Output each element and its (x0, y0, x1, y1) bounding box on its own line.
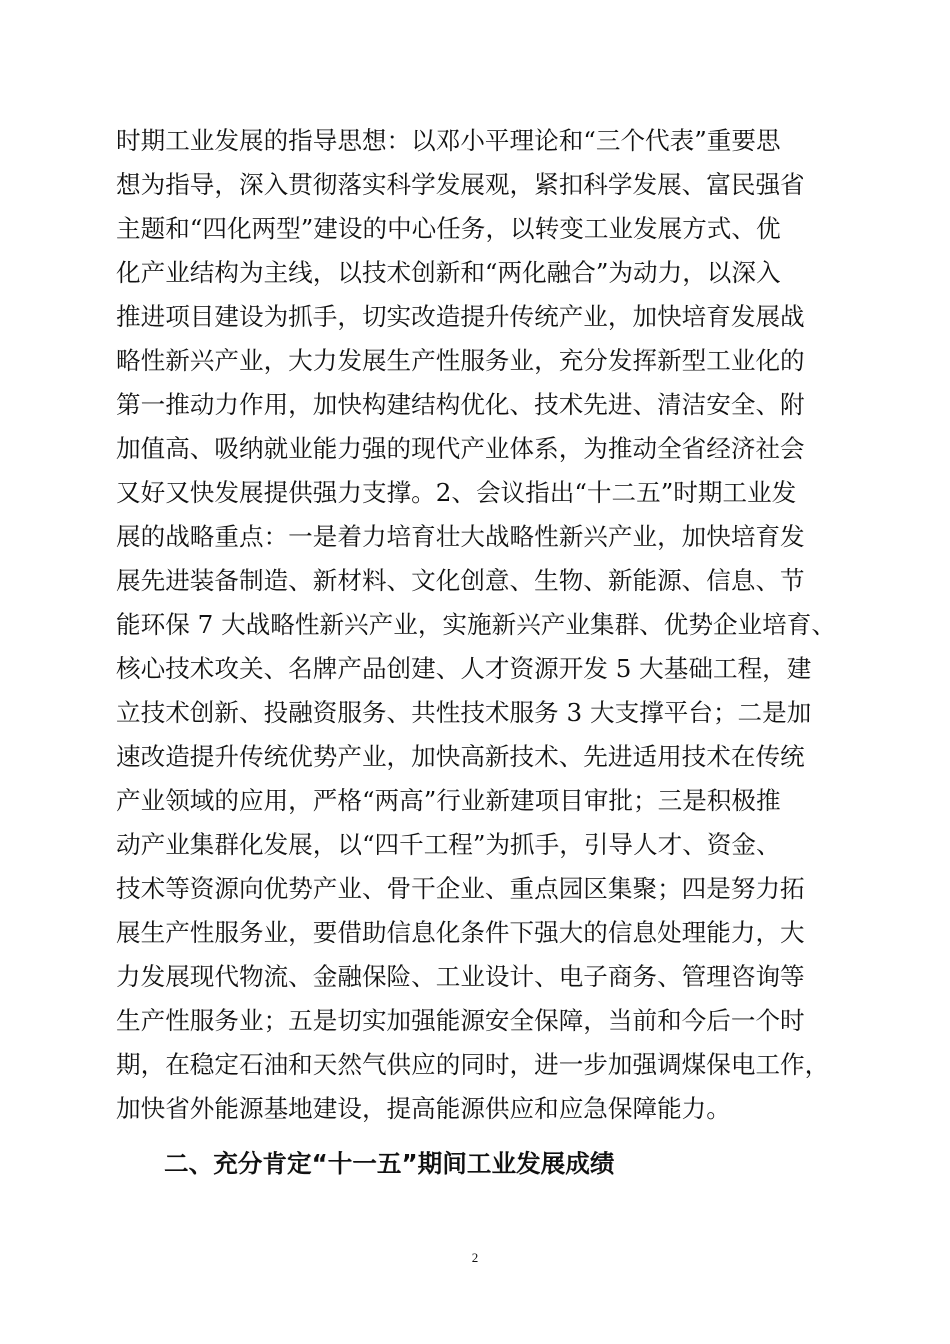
paragraph-line: 生产性服务业；五是切实加强能源安全保障，当前和今后一个时 (116, 1006, 805, 1035)
paragraph-line: 展生产性服务业，要借助信息化条件下强大的信息处理能力，大 (116, 918, 805, 947)
paragraph-line: 加快省外能源基地建设，提高能源供应和应急保障能力。 (116, 1094, 731, 1123)
paragraph-line: 技术等资源向优势产业、骨干企业、重点园区集聚；四是努力拓 (116, 874, 805, 903)
paragraph-line: 产业领域的应用，严格“两高”行业新建项目审批；三是积极推 (116, 786, 781, 815)
paragraph-line: 加值高、吸纳就业能力强的现代产业体系，为推动全省经济社会 (116, 434, 805, 463)
paragraph-line: 速改造提升传统优势产业，加快高新技术、先进适用技术在传统 (116, 742, 805, 771)
paragraph-line: 期，在稳定石油和天然气供应的同时，进一步加强调煤保电工作， (116, 1050, 830, 1079)
page-number: 2 (471, 1250, 479, 1265)
paragraph-line: 主题和“四化两型”建设的中心任务，以转变工业发展方式、优 (116, 214, 781, 243)
paragraph-line: 推进项目建设为抓手，切实改造提升传统产业，加快培育发展战 (116, 302, 805, 331)
paragraph-line: 展的战略重点：一是着力培育壮大战略性新兴产业，加快培育发 (116, 522, 805, 551)
paragraph-line: 力发展现代物流、金融保险、工业设计、电子商务、管理咨询等 (116, 962, 805, 991)
paragraph-line: 化产业结构为主线，以技术创新和“两化融合”为动力，以深入 (116, 258, 781, 287)
paragraph-line: 想为指导，深入贯彻落实科学发展观，紧扣科学发展、富民强省 (116, 170, 805, 199)
paragraph-line: 略性新兴产业，大力发展生产性服务业，充分发挥新型工业化的 (116, 346, 805, 375)
paragraph-line: 展先进装备制造、新材料、文化创意、生物、新能源、信息、节 (116, 566, 805, 595)
section-heading: 二、充分肯定“十一五”期间工业发展成绩 (164, 1149, 615, 1178)
paragraph-line: 时期工业发展的指导思想：以邓小平理论和“三个代表”重要思 (116, 126, 781, 155)
paragraph-line: 动产业集群化发展，以“四千工程”为抓手，引导人才、资金、 (116, 830, 781, 859)
paragraph-line: 核心技术攻关、名牌产品创建、人才资源开发 5 大基础工程，建 (116, 654, 812, 683)
paragraph-line: 立技术创新、投融资服务、共性技术服务 3 大支撑平台；二是加 (116, 698, 812, 727)
paragraph-line: 能环保 7 大战略性新兴产业，实施新兴产业集群、优势企业培育、 (116, 610, 836, 639)
paragraph-line: 第一推动力作用，加快构建结构优化、技术先进、清洁安全、附 (116, 390, 805, 419)
paragraph-line: 又好又快发展提供强力支撑。2、会议指出“十二五”时期工业发 (116, 478, 797, 507)
